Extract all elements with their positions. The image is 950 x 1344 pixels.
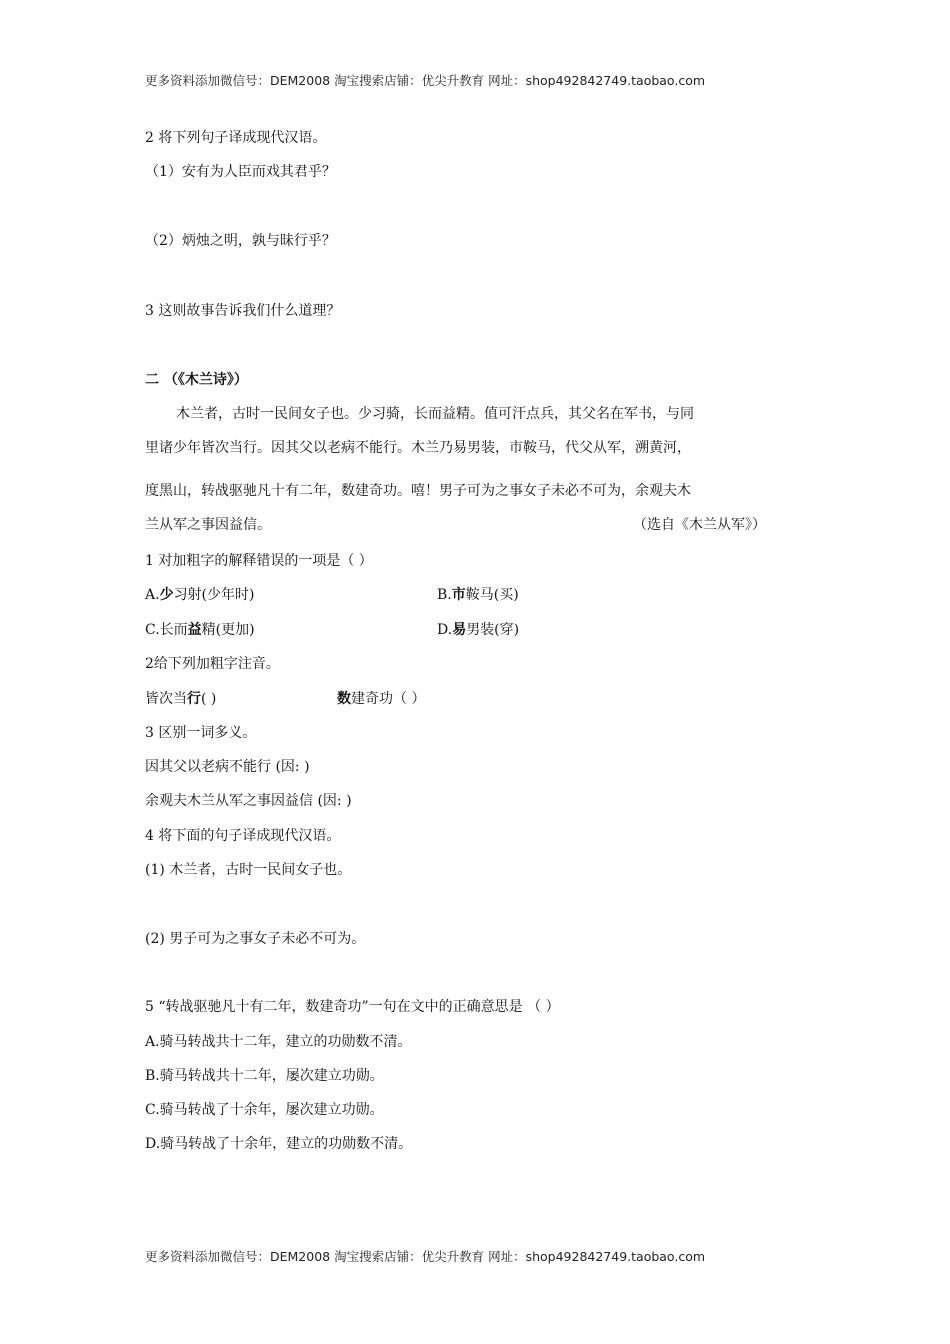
option-c-bold: 益 bbox=[187, 622, 202, 638]
question-4-item-1: (1) 木兰者，古时一民间女子也。 bbox=[145, 862, 352, 878]
option-5b: B.骑马转战共十二年，屡次建立功勋。 bbox=[145, 1068, 384, 1084]
passage-line: 度黑山，转战驱驰凡十有二年，数建奇功。嘻！男子可为之事女子未必不可为，余观夫木 bbox=[145, 483, 691, 499]
option-b-prefix: B. bbox=[437, 587, 452, 603]
pinyin-a-bold: 行 bbox=[187, 691, 201, 707]
passage-line: 木兰者，古时一民间女子也。少习骑，长而益精。值可汗点兵，其父名在军书，与同 bbox=[176, 406, 694, 422]
option-d-bold: 易 bbox=[452, 622, 467, 638]
option-a-rest: 习射(少年时) bbox=[173, 587, 255, 603]
option-a bbox=[145, 585, 255, 605]
option-a-prefix: A. bbox=[145, 587, 160, 603]
section-heading: 二 （《木兰诗》） bbox=[145, 372, 248, 388]
pinyin-b-bold: 数 bbox=[337, 691, 351, 707]
passage-line: 兰从军之事因益信。 bbox=[145, 517, 271, 533]
question-1: 1 对加粗字的解释错误的一项是（ ） bbox=[145, 553, 373, 569]
question-2b: 2给下列加粗字注音。 bbox=[145, 656, 280, 672]
polysemy-item-a: 因其父以老病不能行 (因: ) bbox=[145, 759, 310, 775]
question-2: 2 将下列句子译成现代汉语。 bbox=[145, 130, 327, 146]
option-5c: C.骑马转战了十余年，屡次建立功勋。 bbox=[145, 1102, 384, 1118]
question-2-item-1: （1）安有为人臣而戏其君乎？ bbox=[145, 164, 336, 180]
passage-line: 里诸少年皆次当行。因其父以老病不能行。木兰乃易男装，市鞍马，代父从军，溯黄河， bbox=[145, 440, 691, 456]
question-4-item-2: (2) 男子可为之事女子未必不可为。 bbox=[145, 931, 366, 947]
option-d-rest: 男装(穿) bbox=[466, 622, 520, 638]
polysemy-item-b: 余观夫木兰从军之事因益信 (因: ) bbox=[145, 793, 352, 809]
pinyin-item-a bbox=[145, 689, 216, 709]
option-c bbox=[145, 620, 255, 640]
question-5: 5 “转战驱驰凡十有二年，数建奇功”一句在文中的正确意思是 （ ） bbox=[145, 999, 560, 1015]
passage-source: （选自《木兰从军》） bbox=[633, 517, 766, 533]
pinyin-item-b bbox=[337, 689, 425, 709]
option-c-rest: 精(更加) bbox=[201, 622, 255, 638]
question-2-item-2: （2）炳烛之明，孰与昧行乎？ bbox=[145, 233, 336, 249]
question-4: 4 将下面的句子译成现代汉语。 bbox=[145, 828, 341, 844]
pinyin-a-rest: ( ) bbox=[201, 691, 217, 707]
question-3b: 3 区别一词多义。 bbox=[145, 725, 257, 741]
option-b-bold: 市 bbox=[451, 587, 466, 603]
pinyin-b-rest: 建奇功（ ） bbox=[351, 691, 426, 707]
page-footer: 更多资料添加微信号：DEM2008 淘宝搜索店铺：优尖升教育 网址：shop492842749.taobao.com bbox=[145, 1249, 706, 1264]
question-3: 3 这则故事告诉我们什么道理？ bbox=[145, 303, 341, 319]
option-d bbox=[437, 620, 519, 640]
option-a-bold: 少 bbox=[159, 587, 174, 603]
option-5a: A.骑马转战共十二年，建立的功勋数不清。 bbox=[145, 1034, 412, 1050]
option-b-rest: 鞍马(买) bbox=[465, 587, 519, 603]
option-d-prefix: D. bbox=[437, 622, 453, 638]
option-c-prefix: C.长而 bbox=[145, 622, 188, 638]
page-header: 更多资料添加微信号：DEM2008 淘宝搜索店铺：优尖升教育 网址：shop492842749.taobao.com bbox=[145, 73, 706, 88]
option-5d: D.骑马转战了十余年，建立的功勋数不清。 bbox=[145, 1136, 413, 1152]
pinyin-a-prefix: 皆次当 bbox=[145, 691, 187, 707]
option-b bbox=[437, 585, 519, 605]
